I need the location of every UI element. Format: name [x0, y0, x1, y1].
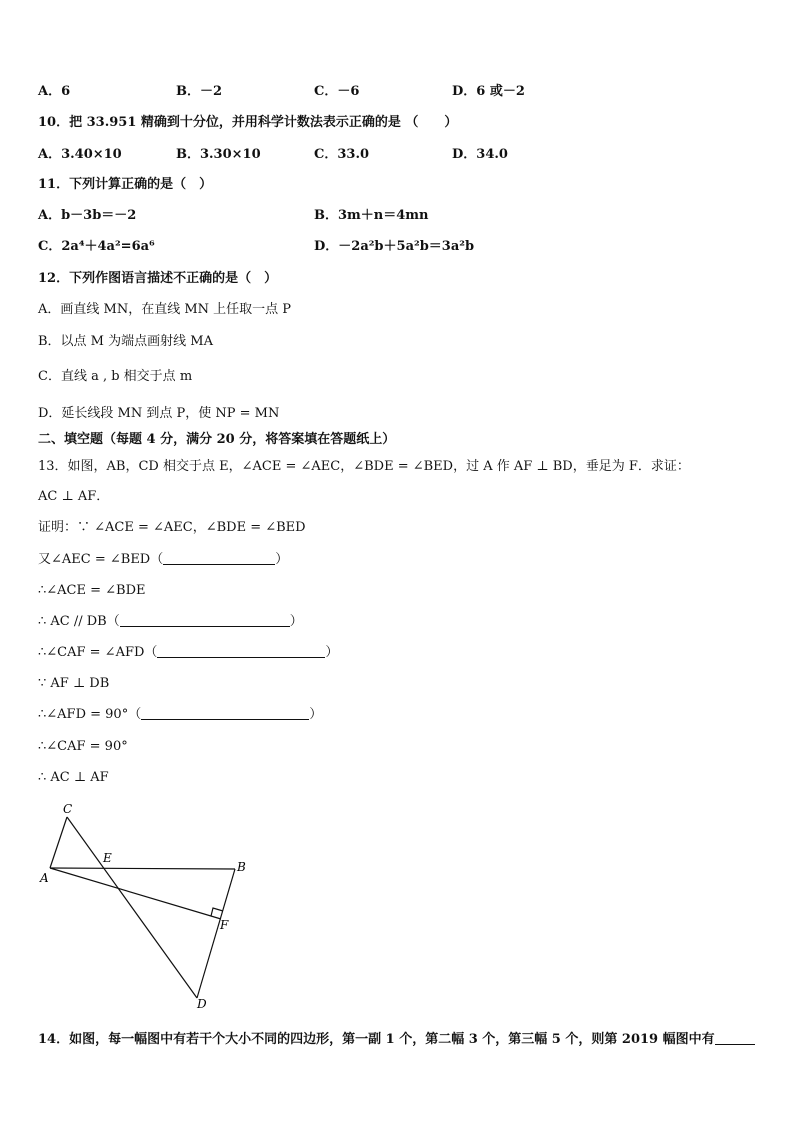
q12-option-a: A．画直线 MN，在直线 MN 上任取一点 P	[38, 302, 292, 317]
close-paren: ）	[275, 552, 289, 567]
q12-option-b: B．以点 M 为端点画射线 MA	[38, 334, 213, 349]
label-e: E	[103, 851, 112, 865]
q12-stem: 12．下列作图语言描述不正确的是（ ）	[38, 271, 278, 286]
q9-option-a: A．6	[38, 84, 71, 99]
answer-blank-2[interactable]	[120, 614, 290, 627]
proof-line-1: 证明：∵ ∠ACE = ∠AEC，∠BDE = ∠BED	[38, 520, 306, 535]
q10-option-c: C．33.0	[314, 147, 370, 162]
q11-stem: 11．下列计算正确的是（ ）	[38, 177, 213, 192]
segment-cd	[67, 817, 197, 998]
proof-line-4	[38, 614, 303, 630]
label-b: B	[237, 860, 246, 874]
q10-option-b: B．3.30×10	[176, 147, 261, 162]
proof-line-4-text: ∴ AC // DB（	[38, 614, 120, 629]
section-heading: 二、填空题（每题 4 分，满分 20 分，将答案填在答题纸上）	[38, 432, 396, 447]
q11-option-d: D．－2a²b＋5a²b＝3a²b	[314, 239, 475, 254]
q10-option-a: A．3.40×10	[38, 147, 122, 162]
close-paren: ）	[309, 707, 323, 722]
q9-option-d: D．6 或－2	[452, 84, 525, 99]
answer-blank-1[interactable]	[163, 552, 275, 565]
proof-line-6: ∵ AF ⊥ DB	[38, 676, 110, 691]
proof-line-2-text: 又∠AEC = ∠BED（	[38, 552, 164, 567]
q13-stem: 13．如图，AB，CD 相交于点 E，∠ACE = ∠AEC，∠BDE = ∠BED，过 A 作 AF ⊥ BD，垂足为 F．求证：	[38, 459, 690, 474]
q10-option-d: D．34.0	[452, 147, 508, 162]
segment-bd	[197, 869, 235, 998]
segment-af	[50, 868, 221, 919]
q12-option-c: C．直线 a , b 相交于点 m	[38, 369, 193, 384]
close-paren: ）	[289, 614, 303, 629]
q11-option-b: B．3m＋n＝4mn	[314, 208, 429, 223]
q13-stem-2: AC ⊥ AF．	[38, 489, 110, 504]
proof-line-8: ∴∠CAF = 90°	[38, 739, 128, 754]
q11-option-a: A．b－3b＝－2	[38, 208, 137, 223]
q14-stem-text: 14．如图，每一幅图中有若干个大小不同的四边形，第一副 1 个，第二幅 3 个，第三幅 5 个，则第 2019 幅图中有	[38, 1032, 715, 1047]
label-c: C	[63, 802, 73, 816]
proof-line-5	[38, 645, 338, 661]
q12-option-d: D．延长线段 MN 到点 P，使 NP = MN	[38, 406, 280, 421]
close-paren: ）	[325, 645, 339, 660]
answer-blank-q14[interactable]	[715, 1032, 755, 1045]
segment-ca	[50, 817, 67, 868]
q9-option-b: B．－2	[176, 84, 223, 99]
q9-option-c: C．－6	[314, 84, 360, 99]
answer-blank-3[interactable]	[157, 645, 325, 658]
proof-line-7-text: ∴∠AFD = 90°（	[38, 707, 142, 722]
label-a: A	[40, 871, 49, 885]
q11-option-c: C．2a⁴＋4a²=6a⁶	[38, 239, 155, 254]
q14-stem	[38, 1032, 755, 1048]
proof-line-2	[38, 552, 288, 568]
right-angle-mark	[211, 908, 223, 916]
proof-line-3: ∴∠ACE = ∠BDE	[38, 583, 146, 598]
label-f: F	[220, 918, 229, 932]
proof-line-5-text: ∴∠CAF = ∠AFD（	[38, 645, 158, 660]
segment-ab	[50, 868, 235, 869]
q10-stem: 10．把 33.951 精确到十分位，并用科学计数法表示正确的是 （ ）	[38, 115, 458, 130]
proof-line-9: ∴ AC ⊥ AF	[38, 770, 109, 785]
answer-blank-4[interactable]	[141, 707, 309, 720]
label-d: D	[197, 997, 207, 1011]
proof-line-7	[38, 707, 322, 723]
